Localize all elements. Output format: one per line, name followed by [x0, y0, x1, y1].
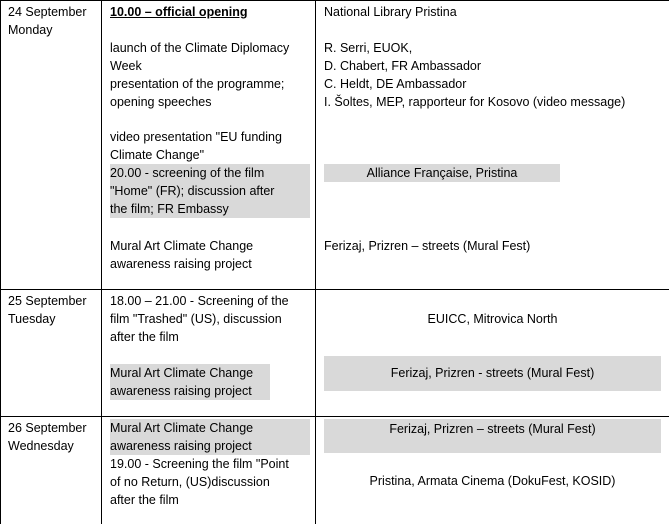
date-cell	[1, 1, 102, 290]
venue-mural: Ferizaj, Prizren – streets (Mural Fest)	[324, 419, 661, 453]
weekday-label: Wednesday	[8, 439, 74, 453]
venue-mural: Ferizaj, Prizren – streets (Mural Fest)	[324, 239, 531, 253]
date-label: 26 September	[8, 421, 87, 435]
opening-title: 10.00 – official opening	[110, 5, 248, 19]
speakers-list: R. Serri, EUOK, D. Chabert, FR Ambassador C. Heldt, DE Ambassador I. Šoltes, MEP, rapporteur for Kosovo (video message)	[324, 41, 626, 109]
date-label: 25 September	[8, 294, 87, 308]
venue-mural: Ferizaj, Prizren - streets (Mural Fest)	[324, 356, 661, 391]
mural-highlight: Mural Art Climate Change awareness raising project	[110, 419, 310, 455]
screening-highlight: 20.00 - screening of the film "Home" (FR); discussion after the film; FR Embassy	[110, 164, 310, 218]
table-row	[1, 290, 669, 417]
weekday-label: Tuesday	[8, 312, 56, 326]
mural-highlight: Mural Art Climate Change awareness raising project	[110, 364, 270, 400]
venue-screening: EUICC, Mitrovica North	[427, 312, 558, 326]
table-row	[1, 1, 669, 290]
events-cell	[102, 290, 316, 417]
presentation-text: presentation of the programme; opening speeches	[110, 77, 285, 109]
date-cell	[1, 417, 102, 524]
date-cell	[1, 290, 102, 417]
launch-text: launch of the Climate Diplomacy Week	[110, 41, 290, 73]
venue-library: National Library Pristina	[324, 5, 457, 19]
venue-screening: Pristina, Armata Cinema (DokuFest, KOSID)	[369, 474, 616, 488]
weekday-label: Monday	[8, 23, 53, 37]
venue-cell	[316, 290, 669, 417]
date-label: 24 September	[8, 5, 87, 19]
venue-cell	[316, 1, 669, 290]
screening-text: 19.00 - Screening the film "Point of no Return, (US)discussion after the film	[110, 457, 289, 507]
events-cell	[102, 417, 316, 524]
venue-alliance: Alliance Française, Pristina	[324, 164, 560, 182]
events-cell	[102, 1, 316, 290]
video-presentation-text: video presentation "EU funding Climate Change"	[110, 130, 282, 162]
venue-cell	[316, 417, 669, 524]
screening-text: 18.00 – 21.00 - Screening of the film "Trashed" (US), discussion after the film	[110, 294, 289, 344]
mural-text: Mural Art Climate Change awareness raising project	[110, 239, 254, 271]
table-row	[1, 417, 669, 524]
